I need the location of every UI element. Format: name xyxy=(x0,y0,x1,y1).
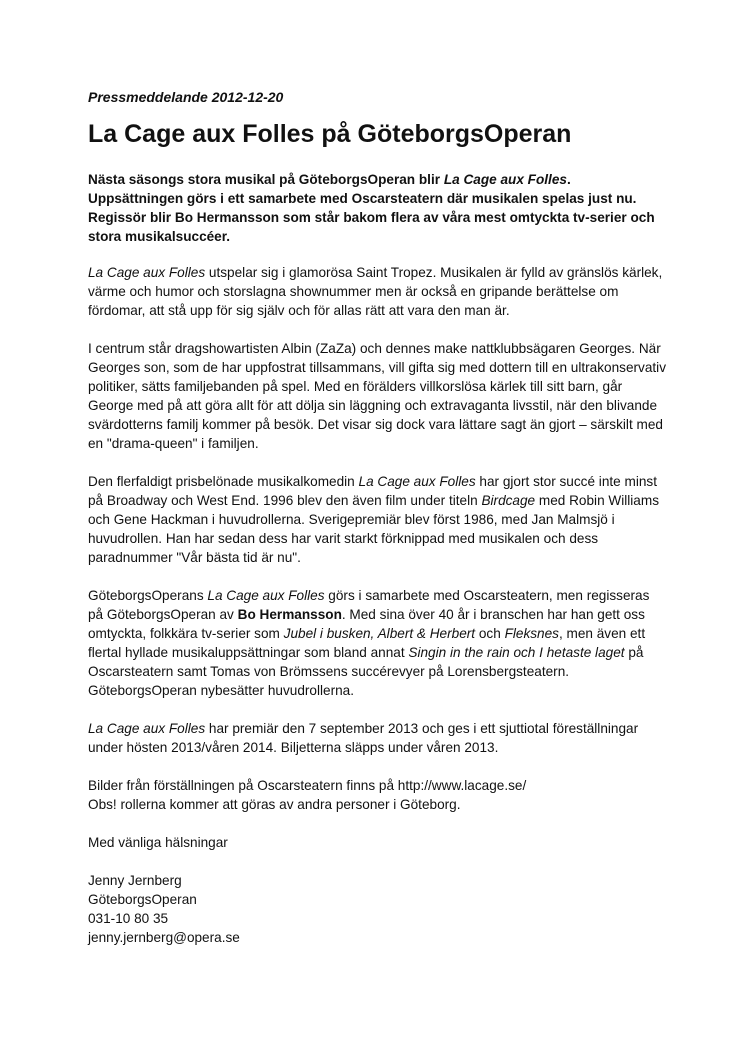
p4-tv-series: Jubel i busken, Albert & Herbert xyxy=(283,626,476,641)
p5-show-title: La Cage aux Folles xyxy=(88,721,206,736)
paragraph-intro xyxy=(88,263,668,320)
contact-name: Jenny Jernberg xyxy=(88,873,182,888)
p4-text-2: görs i samarbete med Oscarsteatern, men regisseras på GöteborgsOperan av xyxy=(88,588,650,622)
p4-text-1: GöteborgsOperans xyxy=(88,588,208,603)
p4-text-5: , men även ett flertal hyllade musikaluppsättningar som bland annat xyxy=(88,626,646,660)
contact-email[interactable]: jenny.jernberg@opera.se xyxy=(88,930,240,945)
lead-text-1: Nästa säsongs stora musikal på GöteborgsOperan blir xyxy=(88,172,444,187)
paragraph-director xyxy=(88,586,668,700)
p3-show-title: La Cage aux Folles xyxy=(358,474,476,489)
p4-text-6: på Oscarsteatern samt Tomas von Brömssens succérevyer på Lorensbergsteatern. GöteborgsOperan nybesätter huvudrollerna. xyxy=(88,645,644,698)
p3-film-title: Birdcage xyxy=(481,493,536,508)
lead-text-2: . Uppsättningen görs i ett samarbete med Oscarsteatern där musikalen spelas just nu. Regissör blir Bo Hermansson som står bakom flera av våra mest omtyckta tv-serier och stora musikalsuccéer. xyxy=(88,172,655,244)
p3-text-1: Den flerfaldigt prisbelönade musikalkomedin xyxy=(88,474,359,489)
p2-text: I centrum står dragshowartisten Albin (ZaZa) och dennes make nattklubbsägaren Georges. När Georges son, som de har uppfostrat tillsammans, vill gifta sig med dottern till en ultrakonservativ politiker, sätts familjebanden på spel. Med en förälders villkorslösa kärlek till sitt barn, går George med på att göra allt för att dölja sin läggning och extravaganta livsstil, när den blivande svärdotterns familj kommer på besök. Det visar sig dock vara lättare sagt än gjort – särskilt med en "drama-queen" i familjen. xyxy=(88,341,666,451)
p4-show-title: La Cage aux Folles xyxy=(207,588,325,603)
p4-text-4: och xyxy=(475,626,505,641)
contact-block xyxy=(88,871,668,947)
press-release-page xyxy=(88,88,668,966)
paragraph-history xyxy=(88,472,668,567)
p3-text-3: med Robin Williams och Gene Hackman i huvudrollerna. Sverigepremiär blev först 1986, med Jan Malmsjö i huvudrollen. Han har sedan dess har varit starkt förknippad med musikalen och dess paradnummer "Vår bästa tid är nu". xyxy=(88,493,659,565)
paragraph-premiere xyxy=(88,719,668,757)
p4-fleksnes: Fleksnes xyxy=(504,626,559,641)
dateline: Pressmeddelande 2012-12-20 xyxy=(88,89,284,105)
p3-text-2: har gjort stor succé inte minst på Broadway och West End. 1996 blev den även film under titeln xyxy=(88,474,657,508)
paragraph-plot xyxy=(88,339,668,453)
lead-paragraph xyxy=(88,170,668,246)
closing-greeting: Med vänliga hälsningar xyxy=(88,835,228,850)
p4-text-3: . Med sina över 40 år i branschen har han gett oss omtyckta, folkkära tv-serier som xyxy=(88,607,645,641)
page-title: La Cage aux Folles på GöteborgsOperan xyxy=(88,120,572,148)
p1-text: utspelar sig i glamorösa Saint Tropez. Musikalen är fylld av gränslös kärlek, värme och humor och storslagna shownummer men är också en gripande berättelse om fördomar, att stå upp för sig själv och för allas rätt att vara den man är. xyxy=(88,265,663,318)
paragraph-images xyxy=(88,776,668,814)
p4-musicals: Singin in the rain och I hetaste laget xyxy=(408,645,625,660)
p6-line-2: Obs! rollerna kommer att göras av andra personer i Göteborg. xyxy=(88,797,461,812)
p4-director-name: Bo Hermansson xyxy=(237,607,342,622)
contact-phone: 031-10 80 35 xyxy=(88,911,169,926)
p6-line-1: Bilder från förställningen på Oscarsteatern finns på http://www.lacage.se/ xyxy=(88,778,527,793)
p5-text: har premiär den 7 september 2013 och ges i ett sjuttiotal föreställningar under hösten 2013/våren 2014. Biljetterna släpps under våren 2013. xyxy=(88,721,639,755)
contact-org: GöteborgsOperan xyxy=(88,892,197,907)
lead-show-title: La Cage aux Folles xyxy=(443,172,567,187)
p1-show-title: La Cage aux Folles xyxy=(88,265,206,280)
